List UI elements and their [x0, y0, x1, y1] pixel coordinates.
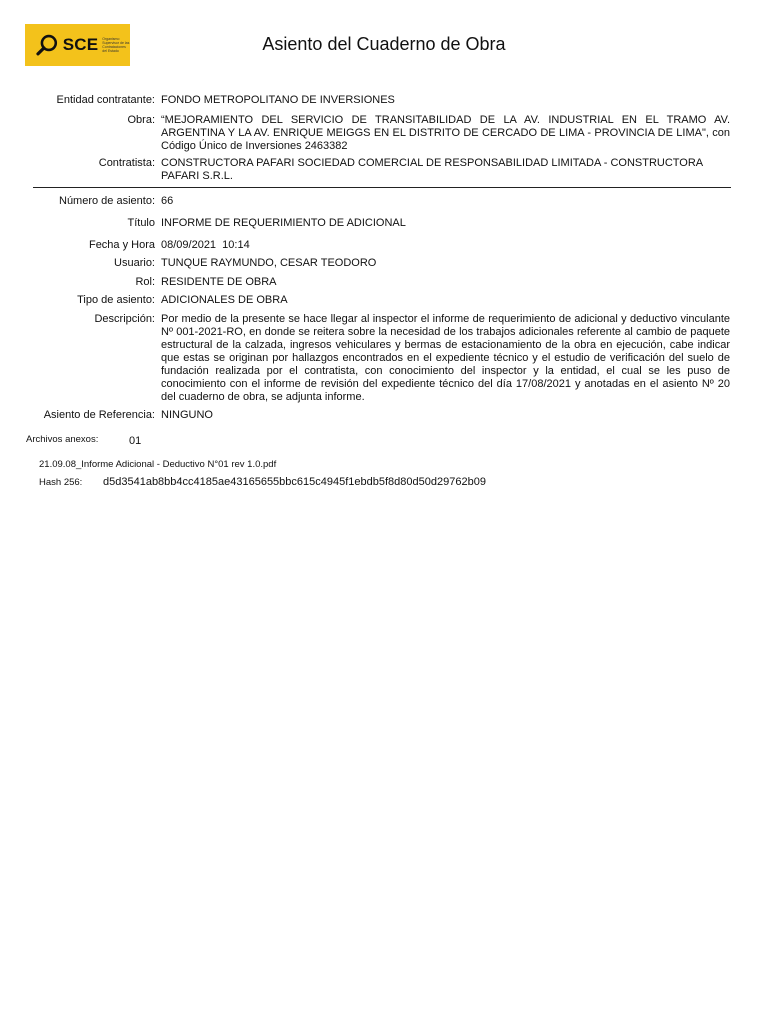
tipo-label: Tipo de asiento:	[77, 294, 155, 306]
referencia-value: NINGUNO	[161, 409, 213, 421]
contratista-value: CONSTRUCTORA PAFARI SOCIEDAD COMERCIAL DE RESPONSABILIDAD LIMITADA - CONSTRUCTORA PAFARI S.R.L.	[161, 157, 703, 182]
logo-tagline: Organismo Supervisor de las Contrataciones del Estado	[102, 37, 130, 53]
attachments-count: 01	[129, 435, 142, 447]
entidad-label: Entidad contratante:	[56, 94, 155, 106]
obra-value: “MEJORAMIENTO DEL SERVICIO DE TRANSITABILIDAD DE LA AV. INDUSTRIAL EN EL TRAMO AV. ARGENTINA Y LA AV. ENRIQUE MEIGGS EN EL DISTRITO DE CERCADO DE LIMA - PROVINCIA DE LIMA", con Código Único de Inversiones 2463382	[161, 114, 730, 152]
rol-value: RESIDENTE DE OBRA	[161, 276, 277, 288]
descripcion-label: Descripción:	[94, 313, 155, 325]
logo-brand-text: SCE	[62, 35, 99, 54]
descripcion-value: Por medio de la presente se hace llegar al inspector el informe de requerimiento de adicional y deductivo vinculante Nº 001-2021-RO, en donde se reitera sobre la necesidad de los trabajos adicionales referente al cambio de paquete estructural de la calzada, ingresos vehiculares y bermas de estacionamiento de la obra en ejecución, cabe indicar que estas se originan por hallazgos encontrados en el expediente técnico y el estudio de verificación del suelo de fundación realizada por el contratista, con conocimiento del inspector y la entidad, el cual se les puso de conocimiento con el informe de revisión del expediente técnico del día 17/08/2021 y anotadas en el asiento Nº 20 del cuaderno de obra, se adjunta informe.	[161, 313, 730, 403]
entidad-value: FONDO METROPOLITANO DE INVERSIONES	[161, 94, 395, 106]
rol-label: Rol:	[135, 276, 155, 288]
numero-value: 66	[161, 195, 174, 207]
attachment-filename[interactable]: 21.09.08_Informe Adicional - Deductivo N°01 rev 1.0.pdf	[39, 459, 277, 470]
attachments-label: Archivos anexos:	[26, 434, 99, 445]
obra-label: Obra:	[127, 114, 155, 126]
numero-label: Número de asiento:	[59, 195, 155, 207]
titulo-value: INFORME DE REQUERIMIENTO DE ADICIONAL	[161, 217, 406, 229]
usuario-value: TUNQUE RAYMUNDO, CESAR TEODORO	[161, 257, 377, 269]
contratista-label: Contratista:	[98, 157, 155, 169]
divider	[33, 187, 731, 188]
page-title: Asiento del Cuaderno de Obra	[262, 34, 506, 54]
titulo-label: Título	[127, 217, 155, 229]
fecha-label: Fecha y Hora	[88, 239, 155, 251]
hash-label: Hash 256:	[39, 477, 83, 488]
fecha-value: 08/09/2021 10:14	[161, 239, 250, 251]
usuario-label: Usuario:	[114, 257, 155, 269]
referencia-label: Asiento de Referencia:	[43, 409, 155, 421]
tipo-value: ADICIONALES DE OBRA	[161, 294, 288, 306]
hash-value: d5d3541ab8bb4cc4185ae43165655bbc615c4945f1ebdb5f8d80d50d29762b09	[103, 476, 486, 488]
